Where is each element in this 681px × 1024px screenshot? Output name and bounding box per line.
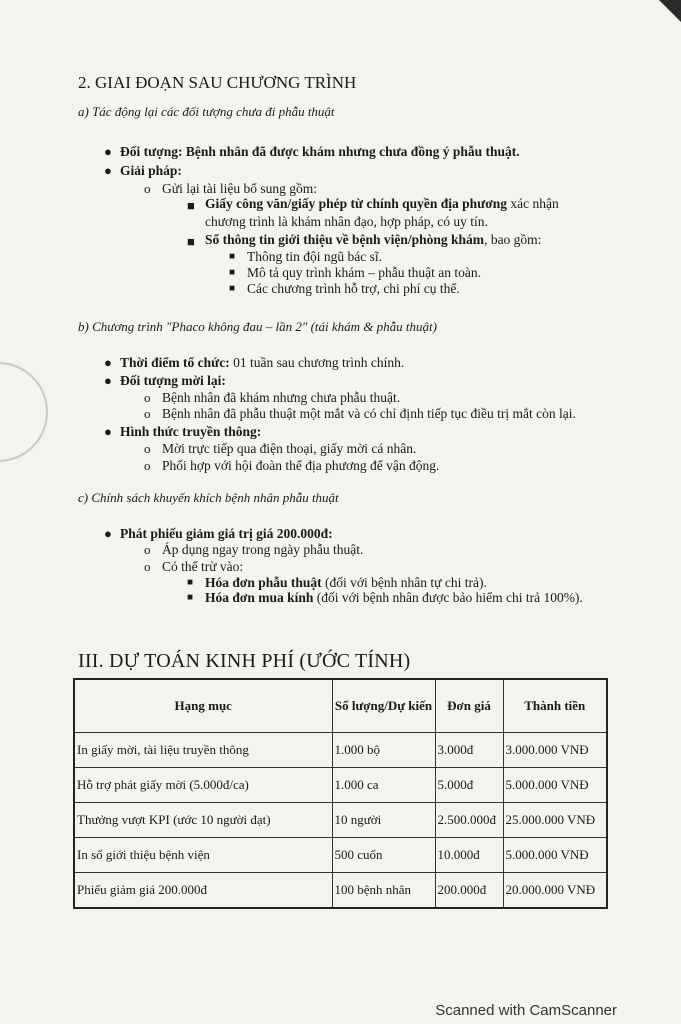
hinh-thuc-item: Phối hợp với hội đoàn thể địa phương để vận động. bbox=[162, 458, 440, 473]
gui-lai-line: Gửi lại tài liệu bổ sung gồm: bbox=[162, 181, 318, 196]
cell-so-luong: 1.000 bộ bbox=[332, 733, 435, 768]
cell-thanh-tien: 25.000.000 VNĐ bbox=[503, 803, 607, 838]
cell-so-luong: 1.000 ca bbox=[332, 768, 435, 803]
cell-thanh-tien: 5.000.000 VNĐ bbox=[503, 768, 607, 803]
cell-hang-muc: In sổ giới thiệu bệnh viện bbox=[74, 838, 332, 873]
hoa-don-mk-bold: Hóa đơn mua kính bbox=[205, 590, 314, 605]
subsection-c-title: c) Chính sách khuyến khích bệnh nhân phẫu thuật bbox=[78, 490, 339, 505]
table-row bbox=[74, 803, 607, 838]
square-bullet-icon: ■ bbox=[187, 234, 195, 249]
circle-bullet-icon: o bbox=[144, 390, 151, 405]
cost-table bbox=[73, 678, 608, 909]
square-bullet-icon: ■ bbox=[229, 267, 236, 278]
table-row bbox=[74, 733, 607, 768]
doi-tuong-item: Bệnh nhân đã khám nhưng chưa phẫu thuật. bbox=[162, 390, 401, 405]
square-bullet-icon: ■ bbox=[187, 198, 195, 213]
so-item: Mô tả quy trình khám – phẫu thuật an toàn. bbox=[247, 265, 481, 280]
hoa-don-pt-rest: (đối với bệnh nhân tự chi trả). bbox=[321, 575, 487, 590]
scanner-watermark: Scanned with CamScanner bbox=[435, 1002, 617, 1019]
so-thong-tin-line bbox=[205, 232, 541, 248]
hinh-thuc-item: Mời trực tiếp qua điện thoại, giấy mời cá nhân. bbox=[162, 441, 417, 456]
header-so-luong: Số lượng/Dự kiến bbox=[332, 679, 435, 733]
subsection-a-title: a) Tác động lại các đối tượng chưa đi phẫu thuật bbox=[78, 104, 335, 119]
cell-don-gia: 2.500.000đ bbox=[435, 803, 503, 838]
cell-hang-muc: Thưởng vượt KPI (ước 10 người đạt) bbox=[74, 803, 332, 838]
bullet-icon: ● bbox=[104, 144, 112, 159]
bullet-icon: ● bbox=[104, 424, 112, 439]
giay-cong-van-rest: xác nhận bbox=[507, 196, 559, 211]
thoi-diem-rest: 01 tuần sau chương trình chính. bbox=[229, 355, 405, 370]
page-corner-shadow bbox=[659, 0, 681, 22]
bullet-icon: ● bbox=[104, 355, 112, 370]
section-3-heading: III. DỰ TOÁN KINH PHÍ (ƯỚC TÍNH) bbox=[78, 650, 411, 672]
doi-tuong-moi-lai: Đối tượng mời lại: bbox=[120, 373, 226, 388]
cell-hang-muc: Phiếu giảm giá 200.000đ bbox=[74, 873, 332, 909]
ap-dung-line: Áp dụng ngay trong ngày phẫu thuật. bbox=[162, 542, 364, 557]
circle-bullet-icon: o bbox=[144, 559, 151, 574]
hinh-thuc-label: Hình thức truyền thông: bbox=[120, 424, 262, 439]
hoa-don-pt-line bbox=[205, 575, 487, 591]
cell-so-luong: 100 bệnh nhân bbox=[332, 873, 435, 909]
table-row bbox=[74, 873, 607, 909]
doi-tuong-line: Đối tượng: Bệnh nhân đã được khám nhưng chưa đồng ý phẫu thuật. bbox=[120, 144, 520, 159]
circle-bullet-icon: o bbox=[144, 181, 151, 196]
stamp-mark bbox=[0, 362, 48, 462]
square-bullet-icon: ■ bbox=[229, 251, 236, 262]
circle-bullet-icon: o bbox=[144, 542, 151, 557]
subsection-b-title: b) Chương trình "Phaco không đau – lần 2" (tái khám & phẫu thuật) bbox=[78, 319, 437, 334]
cell-don-gia: 5.000đ bbox=[435, 768, 503, 803]
table-row bbox=[74, 768, 607, 803]
cell-don-gia: 3.000đ bbox=[435, 733, 503, 768]
circle-bullet-icon: o bbox=[144, 406, 151, 421]
bullet-icon: ● bbox=[104, 373, 112, 388]
so-thong-tin-rest: , bao gồm: bbox=[484, 232, 542, 247]
cell-don-gia: 10.000đ bbox=[435, 838, 503, 873]
giay-cong-van-line-2: chương trình là khám nhân đạo, hợp pháp, có uy tín. bbox=[205, 214, 488, 229]
header-hang-muc: Hạng mục bbox=[74, 679, 332, 733]
header-thanh-tien: Thành tiền bbox=[503, 679, 607, 733]
square-bullet-icon: ■ bbox=[187, 592, 194, 603]
co-the-line: Có thể trừ vào: bbox=[162, 559, 244, 574]
cell-thanh-tien: 3.000.000 VNĐ bbox=[503, 733, 607, 768]
so-item: Thông tin đội ngũ bác sĩ. bbox=[247, 249, 382, 264]
table-header-row bbox=[74, 679, 607, 733]
cell-thanh-tien: 5.000.000 VNĐ bbox=[503, 838, 607, 873]
section-2-heading: 2. GIAI ĐOẠN SAU CHƯƠNG TRÌNH bbox=[78, 73, 357, 92]
thoi-diem-bold: Thời điểm tổ chức: bbox=[120, 355, 230, 370]
cell-hang-muc: In giấy mời, tài liệu truyền thông bbox=[74, 733, 332, 768]
cell-hang-muc: Hỗ trợ phát giấy mời (5.000đ/ca) bbox=[74, 768, 332, 803]
hoa-don-mk-line bbox=[205, 590, 583, 606]
so-thong-tin-bold: Sổ thông tin giới thiệu về bệnh viện/phòng khám bbox=[205, 232, 485, 247]
table-row bbox=[74, 838, 607, 873]
bullet-icon: ● bbox=[104, 163, 112, 178]
so-item: Các chương trình hỗ trợ, chi phí cụ thể. bbox=[247, 281, 460, 296]
square-bullet-icon: ■ bbox=[187, 577, 194, 588]
giay-cong-van-bold: Giấy công văn/giấy phép từ chính quyền địa phương bbox=[205, 196, 508, 211]
phat-phieu-line: Phát phiếu giảm giá trị giá 200.000đ: bbox=[120, 526, 333, 541]
cell-so-luong: 500 cuốn bbox=[332, 838, 435, 873]
hoa-don-mk-rest: (đối với bệnh nhân được bảo hiểm chi trả 100%). bbox=[313, 590, 583, 605]
thoi-diem-line bbox=[120, 355, 404, 371]
bullet-icon: ● bbox=[104, 526, 112, 541]
square-bullet-icon: ■ bbox=[229, 283, 236, 294]
cell-don-gia: 200.000đ bbox=[435, 873, 503, 909]
hoa-don-pt-bold: Hóa đơn phẫu thuật bbox=[205, 575, 322, 590]
header-don-gia: Đơn giá bbox=[435, 679, 503, 733]
giai-phap-label: Giải pháp: bbox=[120, 163, 182, 178]
doi-tuong-item: Bệnh nhân đã phẫu thuật một mắt và có chỉ định tiếp tục điều trị mắt còn lại. bbox=[162, 406, 576, 421]
circle-bullet-icon: o bbox=[144, 441, 151, 456]
giay-cong-van-line bbox=[205, 196, 559, 212]
cell-thanh-tien: 20.000.000 VNĐ bbox=[503, 873, 607, 909]
circle-bullet-icon: o bbox=[144, 458, 151, 473]
cell-so-luong: 10 người bbox=[332, 803, 435, 838]
